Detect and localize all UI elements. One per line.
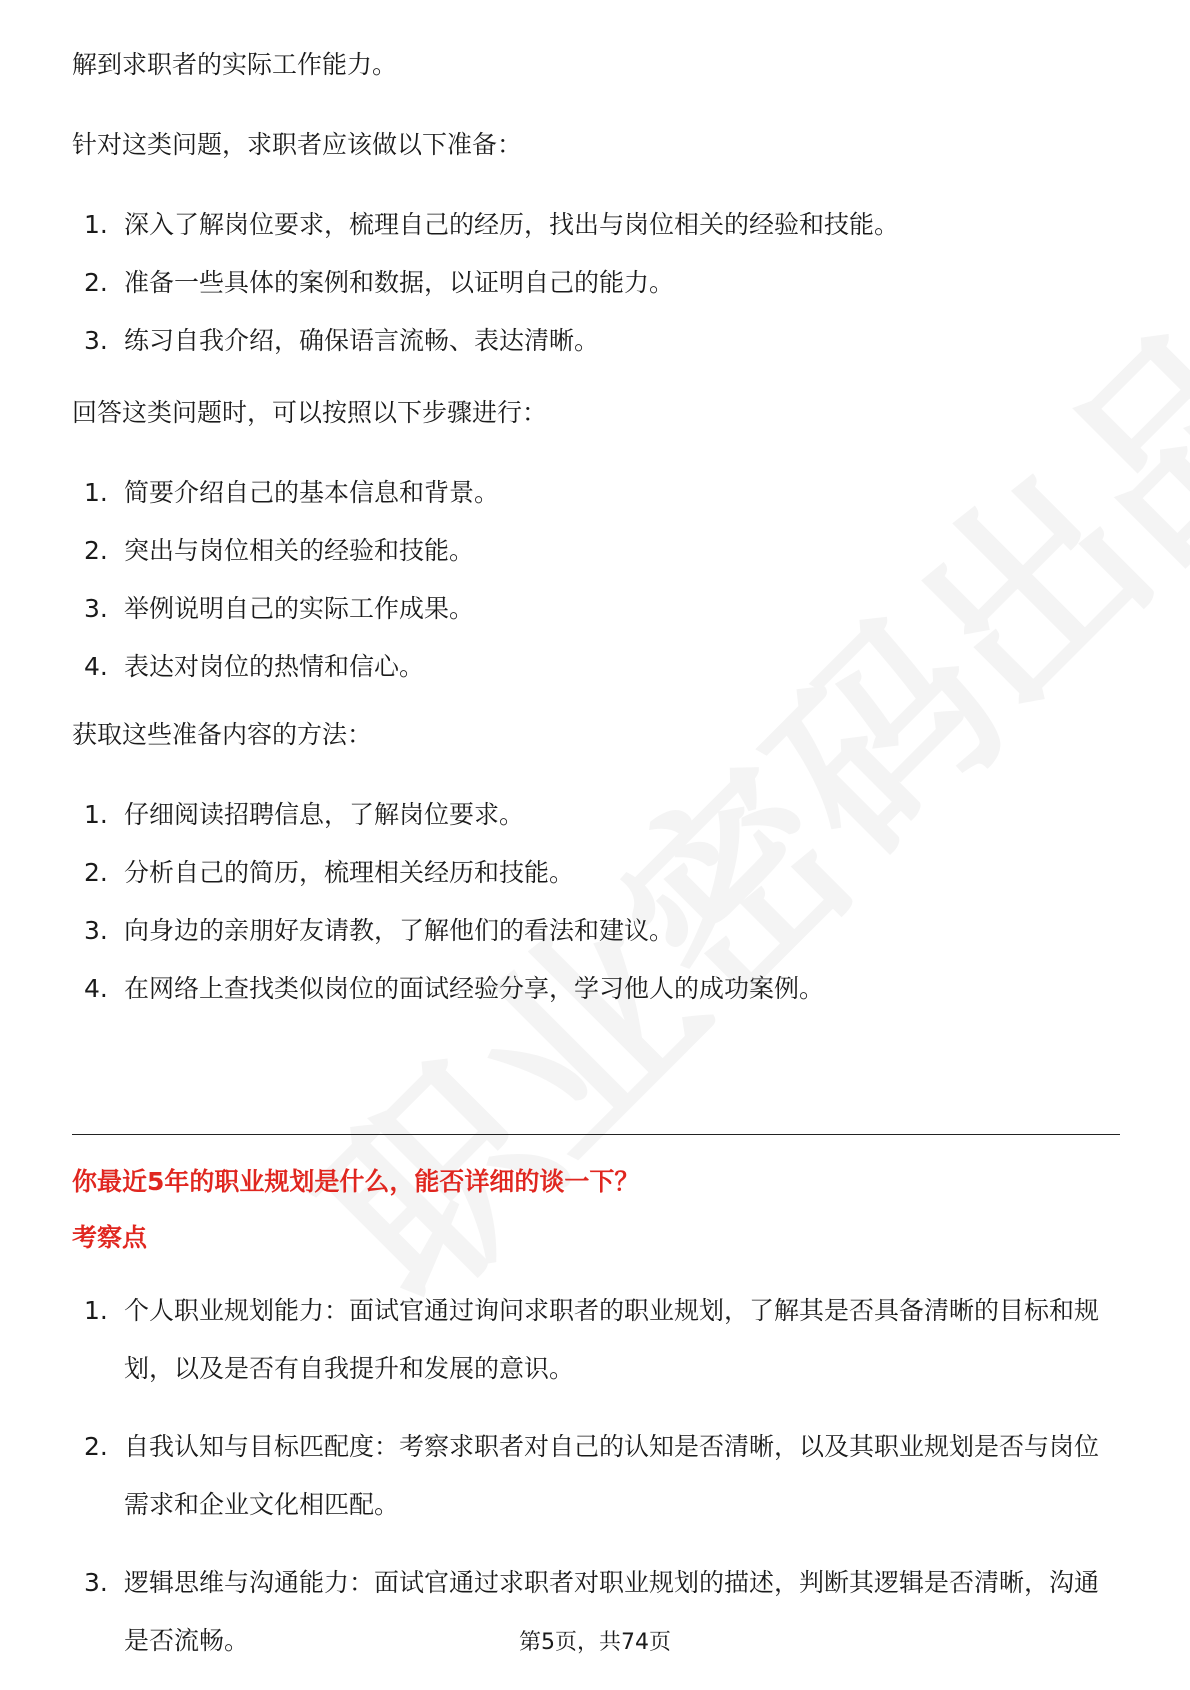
list-item: 4. 表达对岗位的热情和信心。 — [84, 652, 425, 681]
list-item: 2. 分析自己的简历，梳理相关经历和技能。 — [84, 858, 575, 887]
list-item: 3. 逻辑思维与沟通能力：面试官通过求职者对职业规划的描述，判断其逻辑是否清晰，沟通是否流畅。 — [84, 1568, 1100, 1655]
intro-continuation-line: 解到求职者的实际工作能力。 — [72, 50, 398, 79]
prep-intro: 针对这类问题，求职者应该做以下准备： — [72, 130, 523, 159]
answer-intro: 回答这类问题时，可以按照以下步骤进行： — [72, 398, 548, 427]
list-item: 2. 自我认知与目标匹配度：考察求职者对自己的认知是否清晰，以及其职业规划是否与岗位需求和企业文化相匹配。 — [84, 1432, 1100, 1519]
list-item: 4. 在网络上查找类似岗位的面试经验分享，学习他人的成功案例。 — [84, 974, 825, 1003]
section-divider — [72, 1134, 1120, 1135]
answer-steps-list — [72, 476, 1120, 708]
section-label: 考察点 — [72, 1223, 148, 1252]
list-item: 3. 向身边的亲朋好友请教，了解他们的看法和建议。 — [84, 916, 675, 945]
list-item: 1. 深入了解岗位要求，梳理自己的经历，找出与岗位相关的经验和技能。 — [84, 210, 900, 239]
page-number: 第5页，共74页 — [519, 1630, 671, 1655]
list-item: 3. 练习自我介绍，确保语言流畅、表达清晰。 — [84, 326, 600, 355]
list-item: 2. 突出与岗位相关的经验和技能。 — [84, 536, 475, 565]
list-item: 2. 准备一些具体的案例和数据，以证明自己的能力。 — [84, 268, 675, 297]
list-item: 3. 举例说明自己的实际工作成果。 — [84, 594, 475, 623]
list-item: 1. 简要介绍自己的基本信息和背景。 — [84, 478, 500, 507]
method-list — [72, 798, 1120, 1030]
prep-list — [72, 208, 1120, 382]
method-intro: 获取这些准备内容的方法： — [72, 720, 373, 749]
list-item: 1. 仔细阅读招聘信息，了解岗位要求。 — [84, 800, 525, 829]
list-item: 1. 个人职业规划能力：面试官通过询问求职者的职业规划，了解其是否具备清晰的目标和规划，以及是否有自我提升和发展的意识。 — [84, 1296, 1100, 1383]
question-title: 你最近5年的职业规划是什么，能否详细的谈一下？ — [72, 1167, 640, 1196]
